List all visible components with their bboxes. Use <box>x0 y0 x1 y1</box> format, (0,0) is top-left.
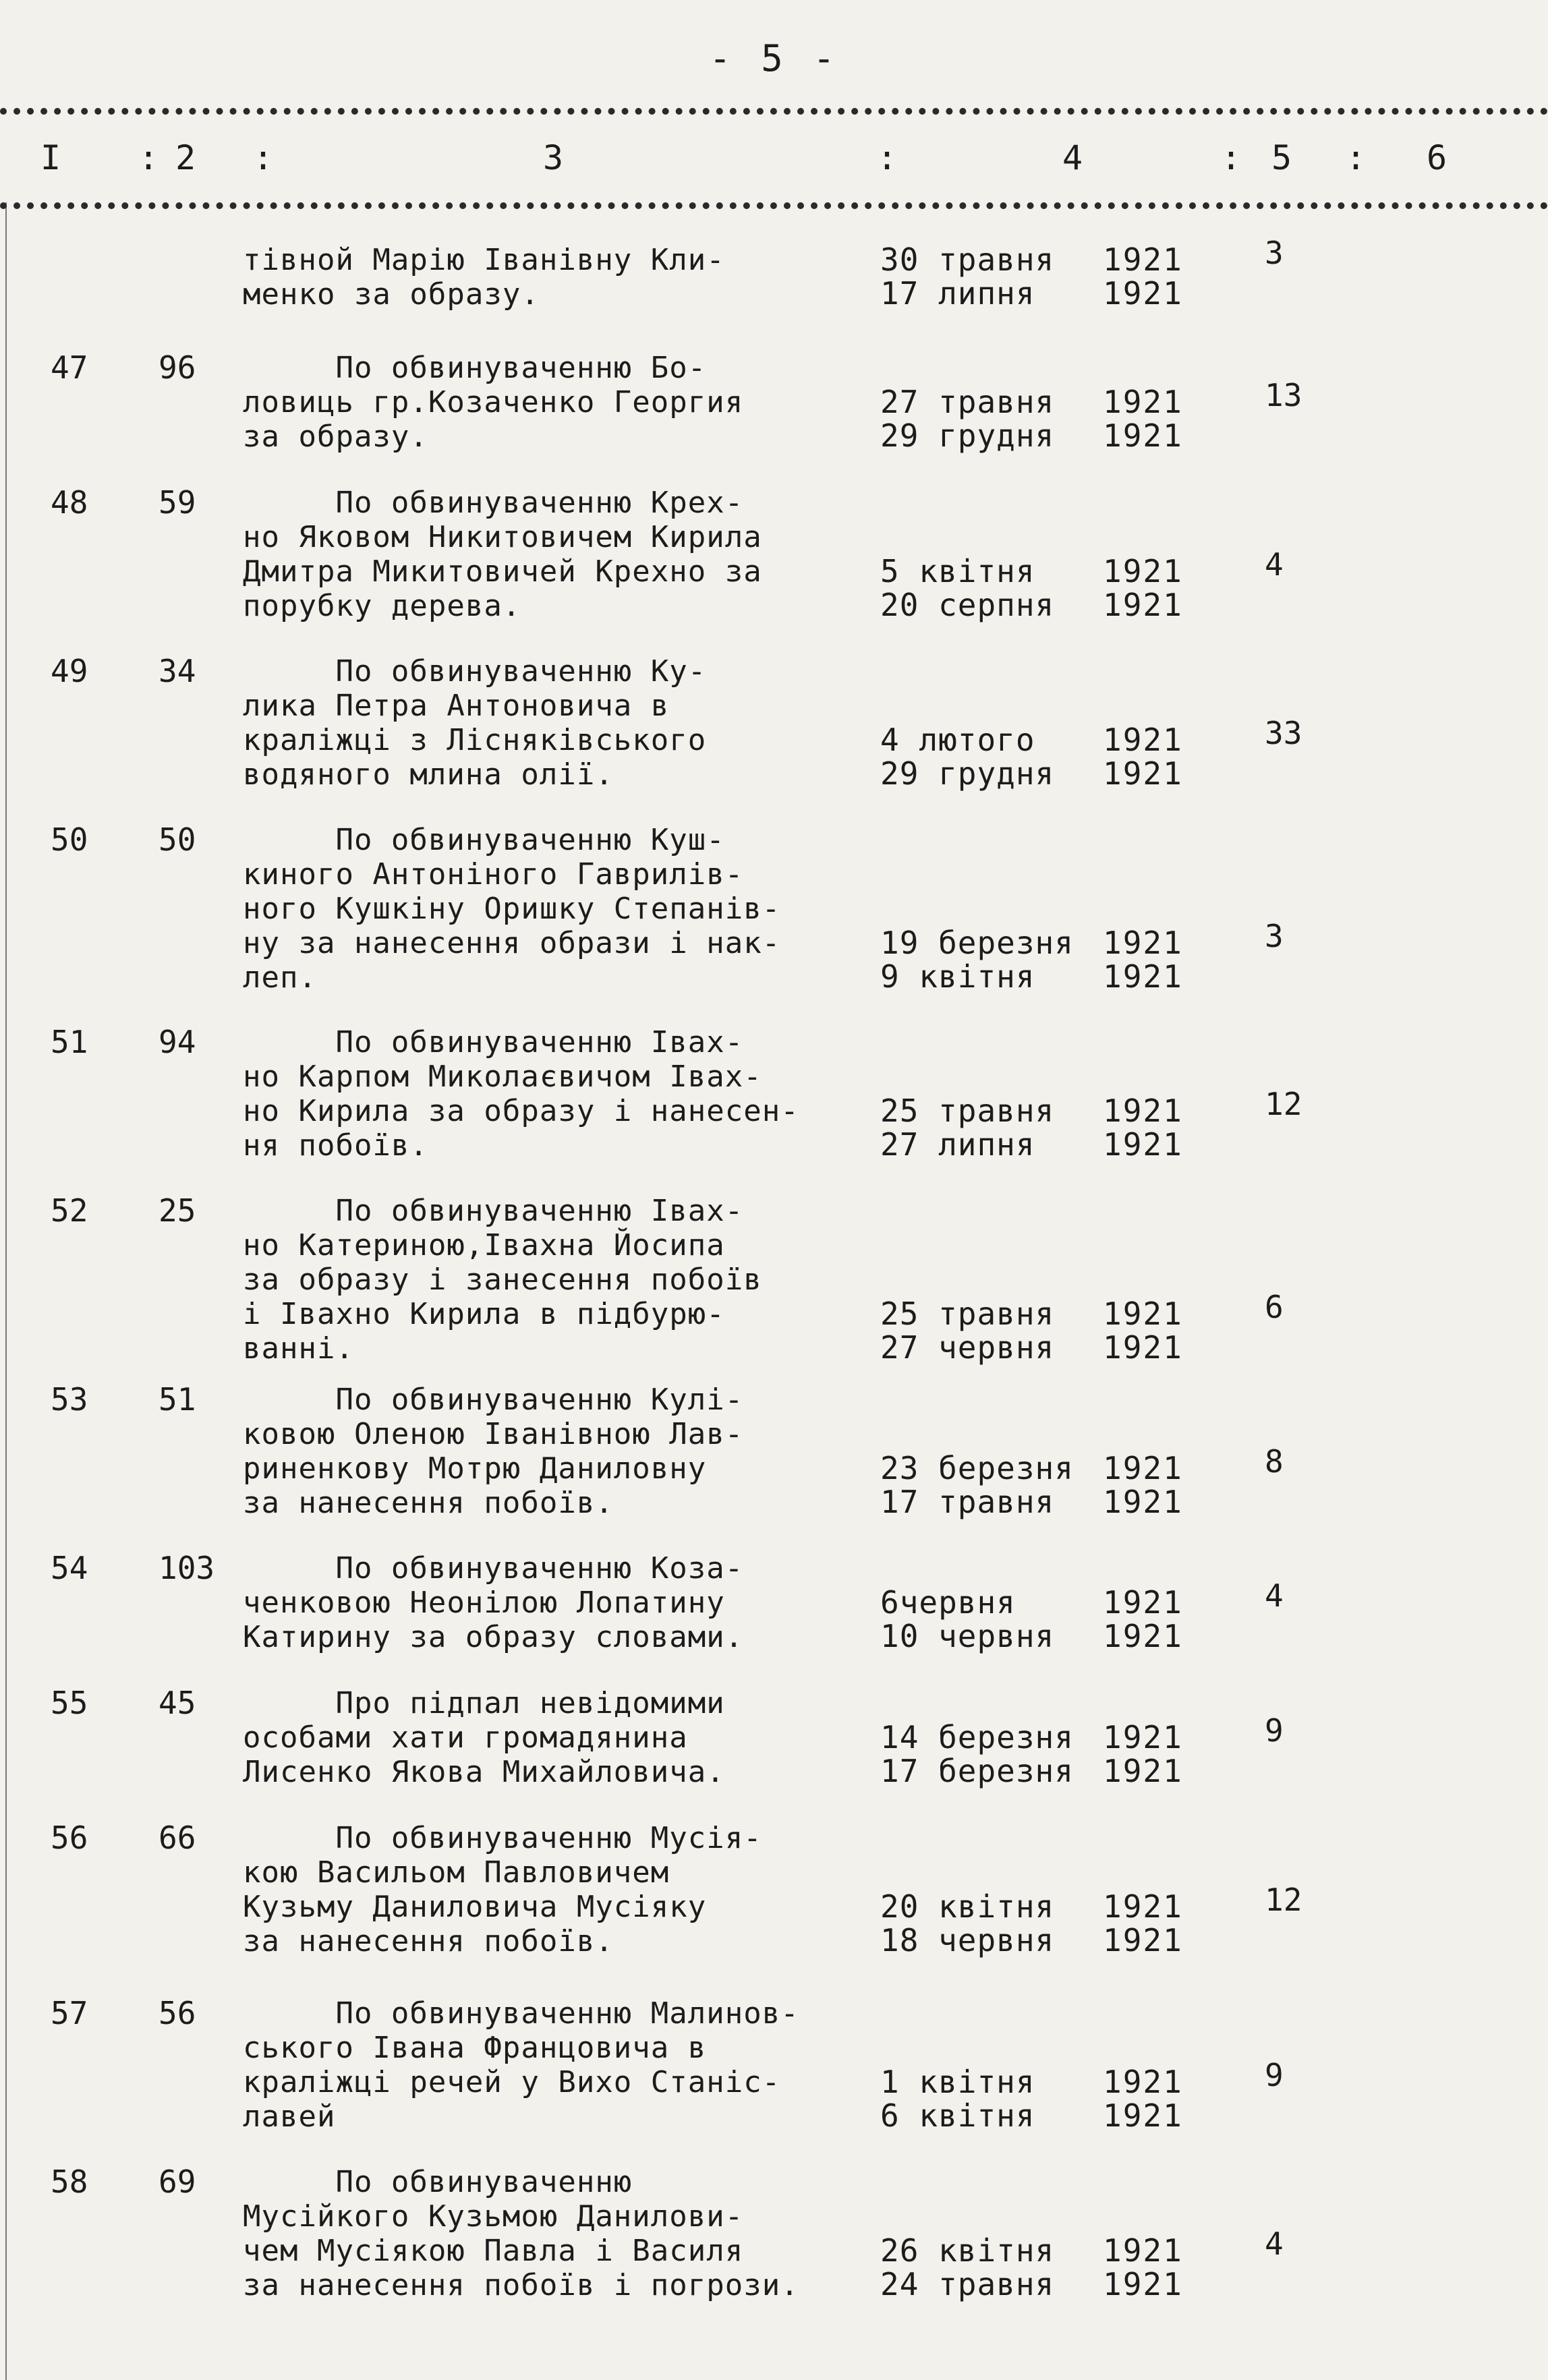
date-day-month: 9 квітня <box>880 958 1035 995</box>
date-year: 1921 <box>1103 1922 1183 1958</box>
case-dates <box>880 926 1197 993</box>
sheet-count: 9 <box>1265 1712 1284 1749</box>
date-year: 1921 <box>1103 384 1183 420</box>
case-description-line: Кузьму Даниловича Мусiяку <box>243 1890 707 1924</box>
date-day-month: 20 квітня <box>880 1888 1055 1925</box>
date-day-month: 5 квітня <box>880 553 1035 589</box>
case-description <box>243 654 873 792</box>
sheet-count: 3 <box>1265 235 1284 271</box>
record-number: 47 <box>51 349 88 386</box>
date-day-month: 4 лютого <box>880 722 1035 758</box>
start-date <box>880 1586 1197 1619</box>
sheet-count: 6 <box>1265 1289 1284 1325</box>
date-day-month: 14 березня <box>880 1719 1074 1755</box>
case-description <box>243 1383 873 1520</box>
case-description-line: лика Петра Антоновича в <box>243 689 670 723</box>
date-day-month: 27 липня <box>880 1126 1035 1163</box>
end-date <box>880 757 1197 790</box>
end-date <box>880 277 1197 310</box>
record-number: 50 <box>51 821 88 858</box>
date-day-month: 6червня <box>880 1584 1016 1621</box>
case-reference-number: 66 <box>159 1820 196 1856</box>
date-year: 1921 <box>1103 241 1183 278</box>
end-date <box>880 1754 1197 1788</box>
date-year: 1921 <box>1103 1618 1183 1654</box>
end-date <box>880 2099 1197 2132</box>
case-description-line: i Iвахно Кирила в пiдбурю- <box>243 1297 725 1331</box>
case-description-line: но Катериною,Iвахна Йосипа <box>243 1228 725 1262</box>
case-description-line: Катирину за образу словами. <box>243 1620 744 1654</box>
case-description-line: риненкову Мотрю Даниловну <box>243 1451 707 1486</box>
case-description-line: ченковою Неонiлою Лопатину <box>243 1586 725 1620</box>
case-description-line: По обвинуваченню Ку- <box>243 654 707 689</box>
record-number: 51 <box>51 1024 88 1060</box>
column-sep: : <box>253 138 274 177</box>
start-date <box>880 243 1197 277</box>
case-description <box>243 1551 873 1654</box>
case-description <box>243 1194 873 1366</box>
end-date <box>880 1331 1197 1364</box>
date-year: 1921 <box>1103 1888 1183 1925</box>
case-reference-number: 25 <box>159 1192 196 1229</box>
case-dates <box>880 1586 1197 1653</box>
date-year: 1921 <box>1103 1450 1183 1486</box>
column-sep: : <box>138 138 159 177</box>
case-description-line: По обвинуваченню Бо- <box>243 351 707 385</box>
end-date <box>880 588 1197 622</box>
sheet-count: 33 <box>1265 715 1302 751</box>
end-date <box>880 1485 1197 1519</box>
date-day-month: 19 березня <box>880 925 1074 961</box>
date-day-month: 29 грудня <box>880 755 1055 792</box>
date-year: 1921 <box>1103 925 1183 961</box>
column-header-6: 6 <box>1427 138 1447 177</box>
case-description-line: ковою Оленою Iванiвною Лав- <box>243 1417 744 1451</box>
date-year: 1921 <box>1103 1719 1183 1755</box>
case-description-line: По обвинуваченню <box>243 2165 633 2199</box>
start-date <box>880 1451 1197 1485</box>
case-description-line: кою Васильом Павловичем <box>243 1855 670 1890</box>
date-year: 1921 <box>1103 755 1183 792</box>
date-day-month: 17 липня <box>880 275 1035 312</box>
case-dates <box>880 1890 1197 1957</box>
date-day-month: 27 травня <box>880 384 1055 420</box>
date-year: 1921 <box>1103 1329 1183 1366</box>
record-number: 57 <box>51 1995 88 2031</box>
start-date <box>880 723 1197 757</box>
start-date <box>880 1890 1197 1923</box>
case-description-line: чем Мусiякою Павла i Василя <box>243 2234 744 2268</box>
case-description-line: за нанесення побоїв. <box>243 1486 614 1520</box>
case-reference-number: 45 <box>159 1685 196 1721</box>
date-year: 1921 <box>1103 587 1183 623</box>
date-year: 1921 <box>1103 1093 1183 1129</box>
case-description <box>243 1821 873 1958</box>
sheet-count: 8 <box>1265 1443 1284 1480</box>
left-margin-line <box>5 202 7 2380</box>
case-description-line: менко за образу. <box>243 277 540 312</box>
start-date <box>880 1297 1197 1331</box>
case-description-line: По обвинуваченню Кулi- <box>243 1383 744 1417</box>
end-date <box>880 419 1197 453</box>
start-date <box>880 1720 1197 1754</box>
case-description-line: особами хати громадянина <box>243 1720 688 1755</box>
sheet-count: 12 <box>1265 1882 1302 1918</box>
case-description-line: но Яковом Никитовичем Кирила <box>243 520 762 554</box>
column-header-2: 2 <box>175 138 196 177</box>
case-description-line: По обвинуваченню Коза- <box>243 1551 744 1586</box>
case-dates <box>880 2234 1197 2301</box>
date-day-month: 25 травня <box>880 1296 1055 1332</box>
sheet-count: 9 <box>1265 2057 1284 2093</box>
date-day-month: 23 березня <box>880 1450 1074 1486</box>
case-description-line: кралiжцi речей у Вихо Станiс- <box>243 2065 781 2099</box>
case-dates <box>880 554 1197 622</box>
date-year: 1921 <box>1103 1126 1183 1163</box>
case-reference-number: 50 <box>159 821 196 858</box>
case-description-line: Мусiйкого Кузьмою Данилови- <box>243 2199 744 2234</box>
case-reference-number: 34 <box>159 653 196 689</box>
start-date <box>880 926 1197 960</box>
case-description <box>243 1686 873 1789</box>
case-description-line: По обвинуваченню Малинов- <box>243 1996 799 2031</box>
column-sep: : <box>1346 138 1367 177</box>
date-day-month: 24 травня <box>880 2266 1055 2302</box>
date-year: 1921 <box>1103 2232 1183 2269</box>
sheet-count: 4 <box>1265 546 1284 583</box>
record-number: 58 <box>51 2164 88 2200</box>
case-description <box>243 486 873 623</box>
case-dates <box>880 385 1197 453</box>
sheet-count: 4 <box>1265 1577 1284 1614</box>
case-reference-number: 56 <box>159 1995 196 2031</box>
case-dates <box>880 723 1197 790</box>
end-date <box>880 2267 1197 2301</box>
header-top-dotted-rule <box>0 108 1548 115</box>
date-year: 1921 <box>1103 2266 1183 2302</box>
date-year: 1921 <box>1103 2097 1183 2134</box>
end-date <box>880 960 1197 993</box>
start-date <box>880 2234 1197 2267</box>
case-description <box>243 351 873 454</box>
case-description <box>243 2165 873 2302</box>
record-number: 55 <box>51 1685 88 1721</box>
case-description-line: ловиць гр.Козаченко Георгия <box>243 385 744 419</box>
date-day-month: 20 серпня <box>880 587 1055 623</box>
column-header-4: 4 <box>1062 138 1083 177</box>
date-year: 1921 <box>1103 417 1183 454</box>
record-number: 56 <box>51 1820 88 1856</box>
case-description-line: лавей <box>243 2099 336 2134</box>
case-description-line: По обвинуваченню Iвах- <box>243 1194 744 1228</box>
case-description-line: водяного млина олії. <box>243 757 614 792</box>
case-dates <box>880 1297 1197 1364</box>
end-date <box>880 1128 1197 1161</box>
case-description-line: ваннi. <box>243 1331 354 1366</box>
case-description-line: леп. <box>243 960 317 995</box>
case-description-line: ня побоїв. <box>243 1128 428 1163</box>
date-year: 1921 <box>1103 958 1183 995</box>
header-bottom-dotted-rule <box>0 202 1548 209</box>
case-description-line: тівной Марію Іванівну Кли- <box>243 243 725 277</box>
case-description-line: По обвинуваченню Мусiя- <box>243 1821 762 1855</box>
date-day-month: 17 травня <box>880 1484 1055 1520</box>
column-sep: : <box>1221 138 1242 177</box>
case-description-line: за образу. <box>243 419 428 454</box>
case-dates <box>880 2065 1197 2132</box>
column-header-5: 5 <box>1271 138 1292 177</box>
case-description-line: По обвинуваченню Крех- <box>243 486 744 520</box>
sheet-count: 13 <box>1265 377 1302 413</box>
case-description-line: Лисенко Якова Михайловича. <box>243 1755 725 1789</box>
case-description-line: ського Iвана Францовича в <box>243 2031 707 2065</box>
date-day-month: 27 червня <box>880 1329 1055 1366</box>
case-description-line: но Кирила за образу i нанесен- <box>243 1094 799 1128</box>
date-day-month: 6 квітня <box>880 2097 1035 2134</box>
date-day-month: 18 червня <box>880 1922 1055 1958</box>
column-header-1: I <box>40 138 61 177</box>
date-year: 1921 <box>1103 1753 1183 1789</box>
case-description-line: По обвинуваченню Куш- <box>243 823 725 857</box>
date-day-month: 25 травня <box>880 1093 1055 1129</box>
start-date <box>880 1094 1197 1128</box>
case-description-line: Дмитра Микитовичей Крехно за <box>243 554 762 589</box>
case-dates <box>880 1451 1197 1519</box>
date-year: 1921 <box>1103 2064 1183 2100</box>
record-number: 52 <box>51 1192 88 1229</box>
case-description <box>243 1996 873 2134</box>
case-reference-number: 59 <box>159 484 196 521</box>
case-description-line: Про пiдпал невiдомими <box>243 1686 725 1720</box>
case-description-line: киного Антонiного Гаврилiв- <box>243 857 744 892</box>
case-description-line: за нанесення побоїв i погрози. <box>243 2268 799 2302</box>
start-date <box>880 385 1197 419</box>
case-description-line: По обвинуваченню Iвах- <box>243 1025 744 1060</box>
date-year: 1921 <box>1103 722 1183 758</box>
date-day-month: 29 грудня <box>880 417 1055 454</box>
column-sep: : <box>877 138 898 177</box>
record-number: 54 <box>51 1550 88 1586</box>
date-year: 1921 <box>1103 275 1183 312</box>
date-day-month: 10 червня <box>880 1618 1055 1654</box>
date-day-month: 1 квітня <box>880 2064 1035 2100</box>
record-number: 49 <box>51 653 88 689</box>
case-description-line: за нанесення побоїв. <box>243 1924 614 1958</box>
date-day-month: 26 квітня <box>880 2232 1055 2269</box>
column-header-3: 3 <box>543 138 564 177</box>
case-description-line: за образу i занесення побоїв <box>243 1262 762 1297</box>
case-description <box>243 243 873 312</box>
end-date <box>880 1923 1197 1957</box>
case-description-line: порубку дерева. <box>243 589 521 623</box>
date-year: 1921 <box>1103 1484 1183 1520</box>
sheet-count: 3 <box>1265 918 1284 954</box>
record-number: 48 <box>51 484 88 521</box>
date-day-month: 17 березня <box>880 1753 1074 1789</box>
case-reference-number: 96 <box>159 349 196 386</box>
record-number: 53 <box>51 1381 88 1418</box>
case-dates <box>880 243 1197 310</box>
case-reference-number: 103 <box>159 1550 215 1586</box>
case-description-line: ну за нанесення образи i нак- <box>243 926 781 960</box>
date-year: 1921 <box>1103 1584 1183 1621</box>
sheet-count: 12 <box>1265 1086 1302 1122</box>
case-dates <box>880 1720 1197 1788</box>
case-description-line: ного Кушкiну Оришку Степанiв- <box>243 892 781 926</box>
start-date <box>880 2065 1197 2099</box>
date-year: 1921 <box>1103 553 1183 589</box>
end-date <box>880 1619 1197 1653</box>
sheet-count: 4 <box>1265 2226 1284 2262</box>
case-description <box>243 823 873 995</box>
case-reference-number: 69 <box>159 2164 196 2200</box>
case-description <box>243 1025 873 1163</box>
case-description-line: но Карпом Миколаєвичом Iвах- <box>243 1060 762 1094</box>
case-reference-number: 94 <box>159 1024 196 1060</box>
case-reference-number: 51 <box>159 1381 196 1418</box>
date-day-month: 30 травня <box>880 241 1055 278</box>
case-description-line: кралiжцi з Лiсняківського <box>243 723 707 757</box>
case-dates <box>880 1094 1197 1161</box>
start-date <box>880 554 1197 588</box>
date-year: 1921 <box>1103 1296 1183 1332</box>
page-number: - 5 - <box>709 37 839 80</box>
